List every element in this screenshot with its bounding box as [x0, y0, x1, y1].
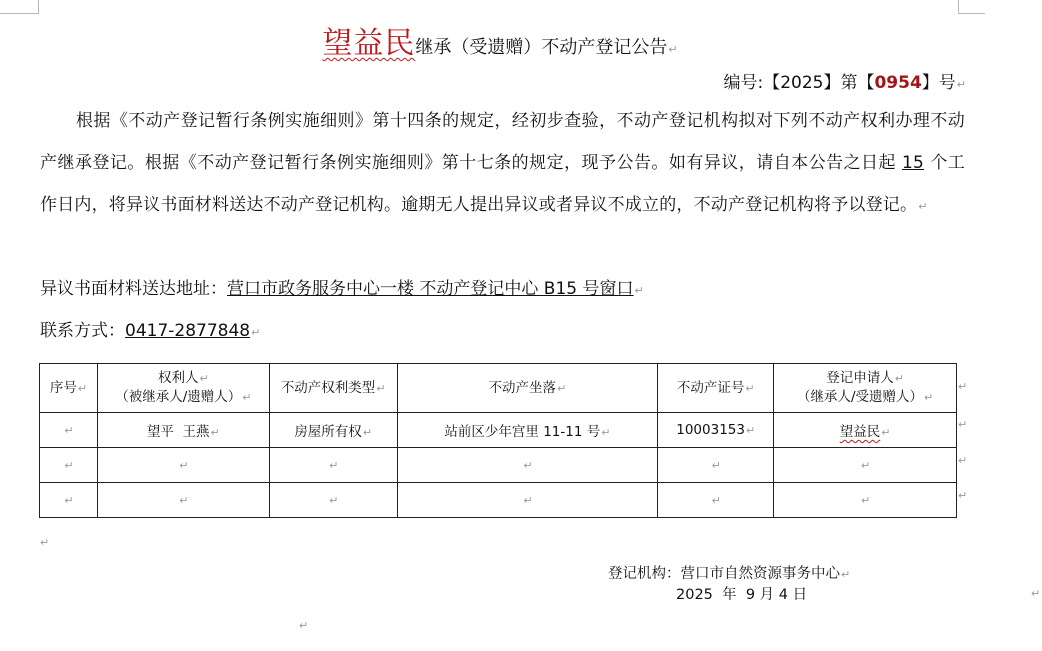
row-end-mark-icon: ↵: [958, 418, 968, 431]
cell-mark-icon: ↵: [601, 426, 611, 439]
header-location: 不动产坐落↵: [397, 364, 658, 413]
cell-location: 站前区少年宫里 11-11 号↵: [397, 413, 658, 448]
cell-cert-no: 10003153↵: [658, 413, 774, 448]
paragraph-mark-icon: ↵: [841, 568, 851, 581]
cell-location: [397, 483, 658, 518]
header-seq: 序号↵: [40, 364, 98, 413]
announcement-paragraph: [40, 100, 965, 228]
doc-number-prefix: 编号:【: [723, 73, 781, 93]
header-right-type: 不动产权利类型↵: [269, 364, 397, 413]
paragraph-mark-icon: ↵: [251, 326, 261, 339]
cell-right-type: [269, 483, 397, 518]
doc-number-suffix: 】号: [921, 73, 956, 93]
cell-mark-icon: ↵: [523, 494, 533, 507]
cell-seq: [40, 448, 98, 483]
cell-holder: 望平 王燕↵: [97, 413, 269, 448]
cell-mark-icon: ↵: [881, 426, 891, 439]
paragraph-part2: 个工作日内，将异议书面材料送达不动产登记机构。逾期无人提出异议或者异议不成立的，不动产登记机构将予以登记。: [40, 153, 965, 215]
registration-table: [39, 363, 957, 518]
cell-mark-icon: ↵: [745, 424, 756, 437]
cell-mark-icon: ↵: [711, 459, 721, 472]
empty-paragraph-mark-icon: ↵: [40, 536, 50, 549]
title-text: 继承（受遗赠）不动产登记公告: [415, 37, 668, 58]
cell-mark-icon: ↵: [64, 494, 74, 507]
document-number: [723, 68, 966, 93]
table-row: [40, 483, 957, 518]
table-row: [40, 413, 957, 448]
page-title: [0, 18, 1000, 62]
contact-label: 联系方式：: [40, 321, 125, 341]
contact-phone: 0417-2877848: [125, 321, 251, 341]
cell-holder: [97, 483, 269, 518]
cell-mark-icon: ↵: [860, 459, 871, 472]
address-label: 异议书面材料送达地址：: [40, 279, 227, 299]
cell-mark-icon: ↵: [199, 372, 209, 385]
table-row: [40, 448, 957, 483]
empty-paragraph-mark-icon: ↵: [299, 619, 309, 632]
cell-seq: [40, 483, 98, 518]
announcement-date: 2025 年 9 月 4 日: [676, 587, 808, 603]
header-holder: 权利人↵ （被继承人/遗赠人）↵: [97, 364, 269, 413]
cell-seq: [40, 413, 98, 448]
cell-mark-icon: ↵: [924, 391, 934, 404]
crop-mark-top-left: [0, 0, 39, 14]
cell-mark-icon: ↵: [179, 459, 189, 472]
row-end-mark-icon: ↵: [958, 454, 968, 467]
cell-applicant: [774, 483, 957, 518]
registration-organization: 登记机构：营口市自然资源事务中心↵: [608, 566, 851, 582]
table-header-row: [40, 364, 957, 413]
cell-mark-icon: ↵: [329, 494, 339, 507]
cell-location: [397, 448, 658, 483]
cell-mark-icon: ↵: [64, 459, 74, 472]
paragraph-part1: 根据《不动产登记暂行条例实施细则》第十四条的规定，经初步查验，不动产登记机构拟对下列不动产权利办理不动产继承登记。根据《不动产登记暂行条例实施细则》第十七条的规定，现予公告。如有异议，请自本公告之日起: [40, 111, 965, 173]
address-value: 营口市政务服务中心一楼 不动产登记中心 B15 号窗口: [227, 279, 634, 299]
row-end-mark-icon: ↵: [958, 489, 968, 502]
cell-cert-no: [658, 483, 774, 518]
cell-mark-icon: ↵: [362, 426, 373, 439]
cell-mark-icon: ↵: [329, 459, 339, 472]
crop-mark-top-right: [958, 0, 985, 14]
doc-number-middle: 】第【: [823, 73, 875, 93]
cell-mark-icon: ↵: [711, 494, 721, 507]
cell-mark-icon: ↵: [860, 494, 871, 507]
paragraph-mark-icon: ↵: [918, 200, 928, 213]
cell-mark-icon: ↵: [523, 459, 533, 472]
title-person-name: 望益民: [322, 26, 416, 61]
objection-days: 15: [902, 153, 925, 173]
row-end-mark-icon: ↵: [958, 380, 968, 393]
cell-right-type: [269, 448, 397, 483]
cell-mark-icon: ↵: [179, 494, 189, 507]
address-line: [40, 274, 644, 299]
cell-applicant: 望益民↵: [774, 413, 957, 448]
doc-number-year: 2025: [780, 73, 824, 93]
paragraph-mark-icon: ↵: [668, 43, 678, 56]
contact-line: [40, 316, 260, 341]
cell-mark-icon: ↵: [210, 426, 220, 439]
cell-cert-no: [658, 448, 774, 483]
header-applicant: 登记申请人↵ （继承人/受遗赠人）↵: [774, 364, 957, 413]
cell-right-type: 房屋所有权↵: [269, 413, 397, 448]
cell-holder: [97, 448, 269, 483]
cell-mark-icon: ↵: [64, 424, 74, 437]
doc-number-value: 0954: [874, 73, 922, 93]
cell-mark-icon: ↵: [77, 381, 88, 395]
paragraph-mark-icon: ↵: [956, 78, 966, 91]
header-cert-no: 不动产证号↵: [658, 364, 774, 413]
cell-mark-icon: ↵: [745, 381, 755, 395]
cell-mark-icon: ↵: [557, 381, 567, 395]
paragraph-mark-icon: ↵: [634, 284, 644, 297]
cell-applicant: [774, 448, 957, 483]
cell-mark-icon: ↵: [242, 391, 252, 404]
cell-mark-icon: ↵: [894, 372, 904, 385]
empty-paragraph-mark-icon: ↵: [1031, 587, 1041, 600]
cell-mark-icon: ↵: [376, 381, 386, 395]
